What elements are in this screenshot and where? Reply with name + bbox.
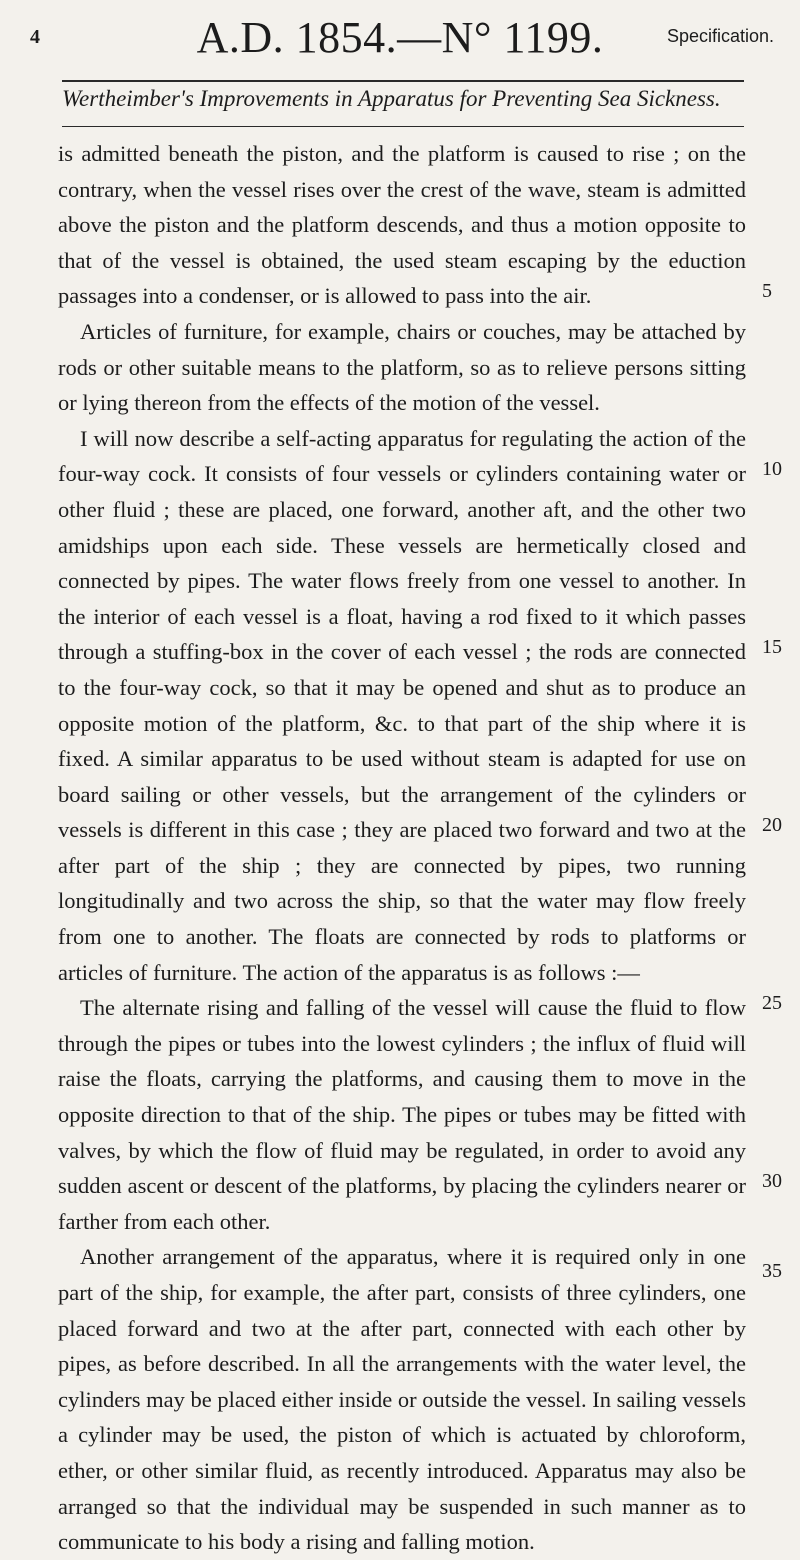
header-rule-bottom — [62, 126, 744, 127]
header-rule-top — [62, 80, 744, 82]
paragraph: Articles of furniture, for example, chairs or couches, may be attached by rods or other suitable means to the platform, so as to relieve persons sitting or lying thereon from the effects of the motion of the vessel. — [58, 318, 746, 416]
line-number: 5 — [762, 280, 772, 302]
line-number: 35 — [762, 1260, 782, 1282]
paragraph: The alternate rising and falling of the vessel will cause the fluid to flow through the pipes or tubes into the lowest cylinders ; the influx of fluid will raise the floats, carrying the platforms, and causing them to move in the opposite direction to that of the ship. The pipes or tubes may be fitted with valves, by which the flow of fluid may be regulated, in order to avoid any sudden ascent or descent of the platforms, by placing the cylinders nearer or farther from each other. — [58, 995, 746, 1234]
paragraph: Another arrangement of the apparatus, where it is required only in one part of the ship, for example, the after part, consists of three cylinders, one placed forward and two at the after part, connected with each other by pipes, as before described. In all the arrangements with the water level, the cylinders may be placed either inside or outside the vessel. In sailing vessels a cylinder may be used, the piston of which is actuated by chloroform, ether, or other similar fluid, as recently introduced. Apparatus may also be arranged so that the individual may be suspended in such manner as to communicate to his body a rising and falling motion. — [58, 1244, 746, 1555]
line-number: 25 — [762, 992, 782, 1014]
line-number: 20 — [762, 814, 782, 836]
paragraph: is admitted beneath the piston, and the platform is caused to rise ; on the contrary, when the vessel rises over the crest of the wave, steam is admitted above the piston and the platform descends, and thus a motion opposite to that of the vessel is obtained, the used steam escaping by the eduction passages into a condenser, or is allowed to pass into the air. — [58, 141, 746, 309]
section-label: Specification. — [666, 26, 774, 46]
line-number: 15 — [762, 636, 782, 658]
running-title: Wertheimber's Improvements in Apparatus for Preventing Sea Sickness. — [62, 86, 721, 111]
page-number: 4 — [30, 26, 40, 48]
body-text — [58, 136, 746, 1560]
paragraph: I will now describe a self-acting apparatus for regulating the action of the four-way cock. It consists of four vessels or cylinders containing water or other fluid ; these are placed, one forward, another aft, and the other two amidships upon each side. These vessels are hermetically closed and connected by pipes. The water flows freely from one vessel to another. In the interior of each vessel is a float, having a rod fixed to it which passes through a stuffing-box in the cover of each vessel ; the rods are connected to the four-way cock, so that it may be opened and shut as to produce an opposite motion of the platform, &c. to that part of the ship where it is fixed. A similar apparatus to be used without steam is adapted for use on board sailing or other vessels, but the arrangement of the cylinders or vessels is different in this case ; they are placed two forward and two at the after part of the ship ; they are connected by pipes, two running longitudinally and two across the ship, so that the water may flow freely from one to another. The floats are connected by rods to platforms or articles of furniture. The action of the apparatus is as follows :— — [58, 425, 746, 985]
line-number: 30 — [762, 1170, 782, 1192]
document-header-title: A.D. 1854.—N° 1199. — [196, 13, 604, 62]
line-number: 10 — [762, 458, 782, 480]
